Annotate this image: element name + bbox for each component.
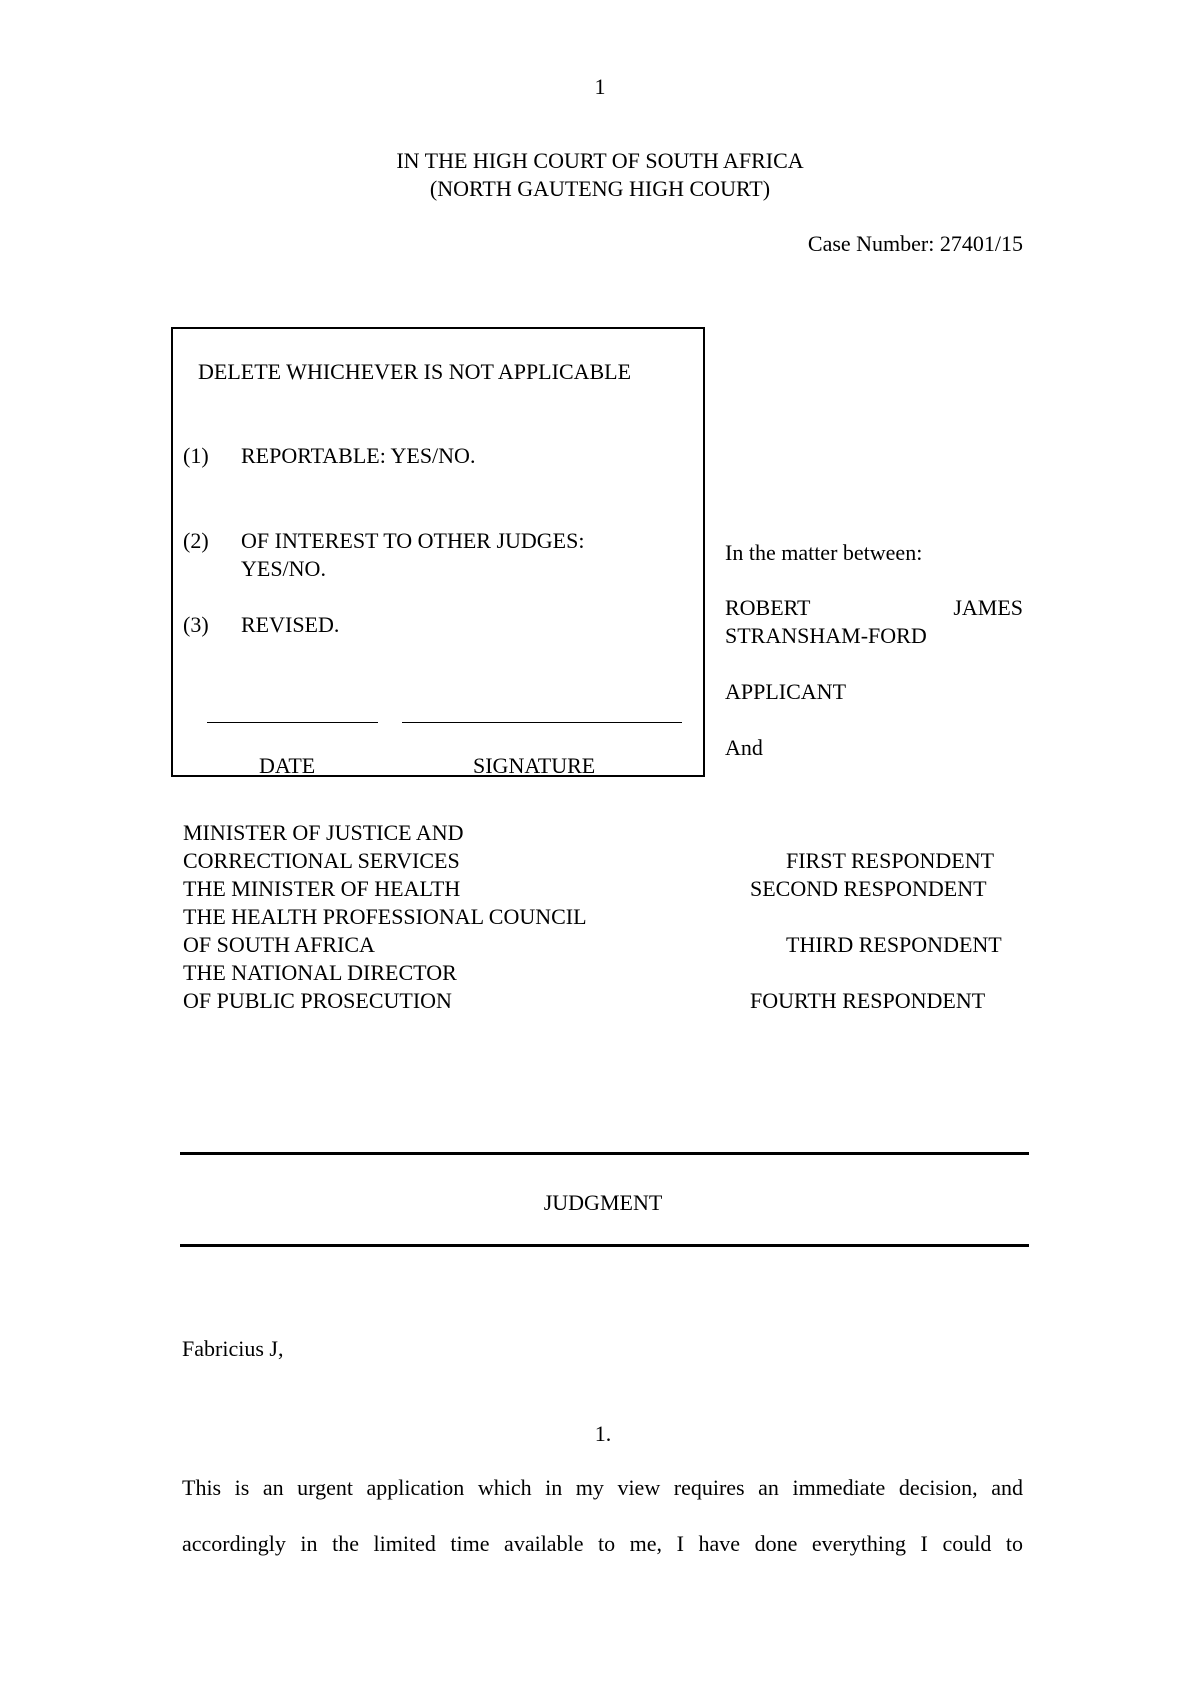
respondent-name: THE NATIONAL DIRECTOR bbox=[183, 960, 457, 985]
and-label: And bbox=[725, 735, 763, 760]
case-number: Case Number: 27401/15 bbox=[807, 231, 1023, 256]
applicant-name-middle: JAMES bbox=[953, 595, 1023, 620]
applicant-name-last: STRANSHAM-FORD bbox=[725, 623, 927, 648]
fourth-respondent-label: FOURTH RESPONDENT bbox=[750, 988, 986, 1013]
reportable-box-heading: DELETE WHICHEVER IS NOT APPLICABLE bbox=[198, 359, 632, 384]
judge-name: Fabricius J, bbox=[182, 1336, 284, 1361]
respondent-name-cont: OF PUBLIC PROSECUTION bbox=[183, 988, 452, 1013]
date-line bbox=[207, 722, 378, 723]
court-name: IN THE HIGH COURT OF SOUTH AFRICA bbox=[396, 148, 804, 173]
respondent-name: THE HEALTH PROFESSIONAL COUNCIL bbox=[183, 904, 587, 929]
applicant-name-first: ROBERT bbox=[725, 595, 811, 620]
respondent-name: MINISTER OF JUSTICE AND bbox=[183, 820, 464, 845]
respondent-name-cont: OF SOUTH AFRICA bbox=[183, 932, 375, 957]
matter-between-label: In the matter between: bbox=[725, 540, 923, 565]
signature-line bbox=[402, 722, 682, 723]
divider-bottom bbox=[180, 1244, 1029, 1247]
third-respondent-label: THIRD RESPONDENT bbox=[786, 932, 1002, 957]
second-respondent-label: SECOND RESPONDENT bbox=[750, 876, 987, 901]
date-label: DATE bbox=[259, 753, 316, 778]
first-respondent-label: FIRST RESPONDENT bbox=[786, 848, 995, 873]
interest-item-text-2: YES/NO. bbox=[241, 556, 326, 581]
paragraph-number: 1. bbox=[594, 1421, 612, 1446]
interest-item-number: (2) bbox=[183, 528, 209, 553]
interest-item-text: OF INTEREST TO OTHER JUDGES: bbox=[241, 528, 585, 553]
court-division: (NORTH GAUTENG HIGH COURT) bbox=[429, 176, 771, 201]
page-number: 1 bbox=[594, 74, 606, 99]
applicant-label: APPLICANT bbox=[725, 679, 847, 704]
body-text-line: accordingly in the limited time available to me, I have done everything I could to bbox=[182, 1531, 1023, 1556]
respondent-name: THE MINISTER OF HEALTH bbox=[183, 876, 461, 901]
signature-label: SIGNATURE bbox=[473, 753, 596, 778]
body-text-line: This is an urgent application which in my view requires an immediate decision, and bbox=[182, 1475, 1023, 1500]
reportable-item-number: (1) bbox=[183, 443, 209, 468]
divider-top bbox=[180, 1152, 1029, 1155]
reportable-item-text: REPORTABLE: YES/NO. bbox=[241, 443, 476, 468]
respondent-name-cont: CORRECTIONAL SERVICES bbox=[183, 848, 460, 873]
revised-item-text: REVISED. bbox=[241, 612, 340, 637]
judgment-title: JUDGMENT bbox=[543, 1190, 663, 1215]
revised-item-number: (3) bbox=[183, 612, 209, 637]
